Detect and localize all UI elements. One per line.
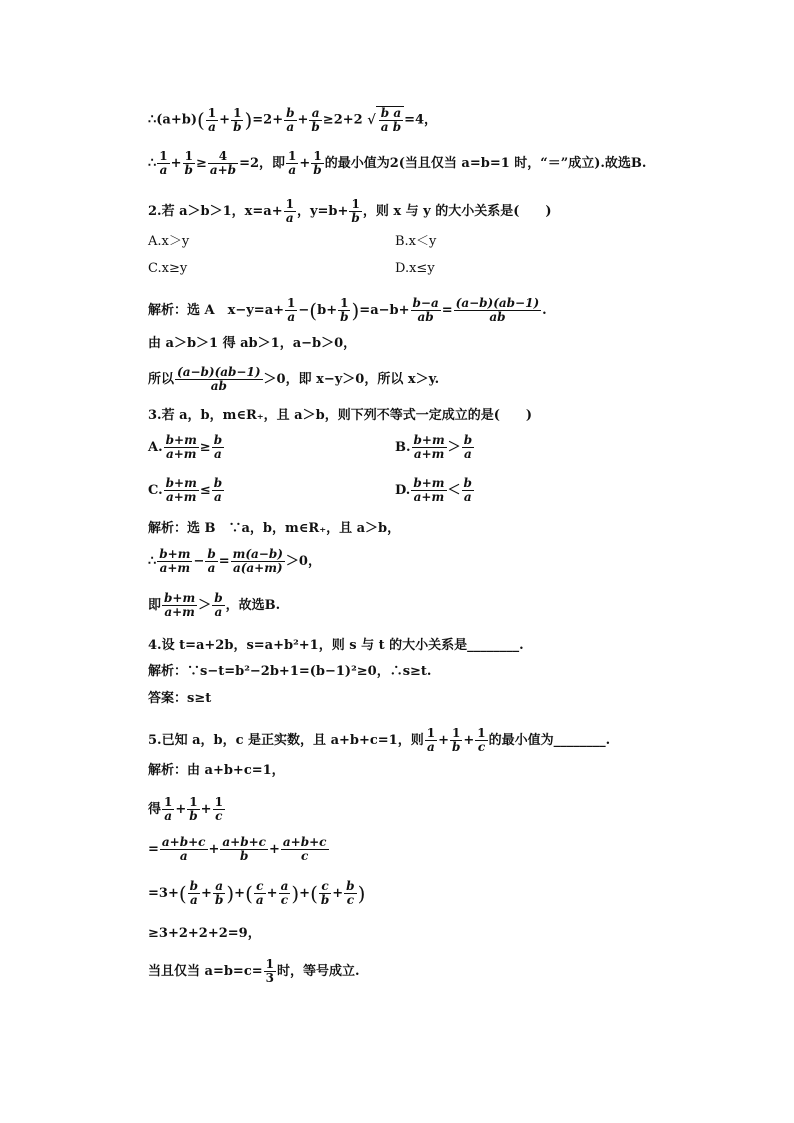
text: =a−b+: [359, 303, 410, 318]
paren: ): [226, 881, 235, 906]
denominator: b: [189, 809, 198, 823]
fraction: [164, 477, 199, 504]
text: 3.若 a，b，m∈R₊，且 a＞b，则下列不等式一定成立的是( ): [148, 408, 532, 423]
text: +: [170, 156, 182, 171]
denominator: a b: [380, 120, 402, 134]
text: ∴: [148, 156, 157, 171]
numerator: 1: [287, 296, 296, 310]
text: D.x≤y: [395, 261, 435, 276]
fraction: [311, 150, 323, 177]
text: =2，即: [239, 156, 286, 171]
denominator: a: [288, 163, 297, 177]
fraction: [285, 297, 297, 324]
numerator: b+m: [164, 591, 196, 605]
fraction: [162, 796, 174, 823]
denominator: a: [214, 605, 223, 619]
denominator: a+m: [164, 605, 195, 619]
fraction: [220, 836, 268, 863]
denominator: ab: [489, 310, 506, 324]
option-d: [395, 477, 475, 504]
denominator: 3: [265, 971, 274, 985]
text: =: [148, 842, 159, 857]
numerator: 1: [311, 150, 323, 164]
text: ≥: [195, 156, 207, 171]
numerator: b+m: [413, 476, 445, 490]
option-a: [148, 234, 189, 250]
numerator: a+b+c: [161, 835, 206, 849]
text: +: [266, 886, 278, 901]
numerator: b: [463, 433, 473, 447]
text: −: [298, 303, 310, 318]
fraction: [411, 297, 441, 324]
text: +: [299, 886, 311, 901]
text: ∴(a+b): [148, 112, 197, 128]
fraction: [160, 836, 208, 863]
paren: (: [196, 108, 205, 132]
denominator: b: [240, 849, 249, 863]
text: 所以: [148, 372, 175, 387]
text: ＞: [447, 440, 461, 455]
denominator: a: [255, 893, 264, 907]
fraction: [162, 592, 197, 619]
solution-3-line-2: [148, 548, 321, 575]
fraction: [231, 548, 285, 575]
fraction: [188, 880, 200, 907]
fraction: [157, 150, 169, 177]
denominator: a(a+m): [232, 561, 283, 575]
text: ＞0，即 x−y＞0，所以 x＞y.: [263, 372, 440, 387]
denominator: a: [286, 119, 295, 134]
numerator: (a−b)(ab−1): [177, 365, 261, 379]
text: +: [299, 156, 311, 171]
denominator: a: [189, 893, 198, 907]
text: =: [441, 303, 453, 318]
denominator: a: [207, 561, 216, 575]
denominator: a: [213, 447, 222, 461]
fraction: [412, 434, 447, 461]
text: ，y=b+: [296, 204, 349, 219]
fraction: [206, 107, 218, 134]
fraction: [212, 434, 224, 461]
option-c: [148, 261, 187, 277]
numerator: 1: [231, 107, 243, 121]
denominator: a+m: [165, 447, 197, 461]
option-b: [395, 434, 475, 461]
denominator: b: [452, 740, 461, 754]
denominator: a+m: [165, 490, 197, 504]
fraction: [379, 107, 403, 134]
fraction: [281, 836, 329, 863]
text: 的最小值为________.: [488, 733, 611, 748]
numerator: 1: [164, 795, 173, 809]
denominator: a: [179, 849, 188, 863]
text: =: [218, 554, 230, 569]
fraction: [475, 727, 487, 754]
fraction: [344, 880, 356, 907]
text: C.x≥y: [148, 261, 188, 276]
numerator: a: [309, 107, 321, 121]
text: A.: [148, 440, 163, 455]
denominator: b: [340, 310, 349, 324]
numerator: b: [189, 879, 199, 893]
text: ∴: [148, 554, 157, 569]
numerator: b: [213, 433, 223, 447]
text: ≥2+2: [322, 112, 363, 128]
denominator: b: [313, 163, 322, 177]
fraction: [164, 434, 199, 461]
solution-line-2: [148, 150, 646, 177]
solution-2-line-3: [148, 366, 439, 393]
fraction: [338, 297, 350, 324]
text: =2+: [252, 112, 284, 128]
option-b: [395, 234, 436, 250]
fraction: [454, 297, 542, 324]
denominator: b: [233, 119, 242, 134]
denominator: a: [285, 211, 294, 225]
fraction: [208, 150, 238, 177]
paren: (: [178, 881, 187, 906]
solution-5-line-3: [148, 836, 330, 863]
denominator: a: [463, 447, 472, 461]
text: ≥3+2+2+2=9，: [148, 926, 261, 941]
fraction: [264, 958, 276, 985]
fraction: [309, 107, 321, 134]
text: .: [542, 303, 547, 318]
numerator: 1: [285, 197, 294, 211]
text: +: [438, 733, 449, 748]
fraction: [349, 198, 361, 225]
denominator: a+m: [413, 490, 445, 504]
text: +: [201, 886, 212, 901]
solution-2-line-2: [148, 336, 356, 352]
solution-4: [148, 664, 431, 680]
paren: ): [244, 108, 253, 132]
denominator: b: [311, 119, 320, 134]
fraction: [212, 592, 224, 619]
paren: ): [357, 881, 366, 906]
numerator: 1: [426, 726, 436, 740]
denominator: c: [215, 809, 223, 823]
numerator: 1: [450, 727, 462, 741]
numerator: 1: [159, 149, 168, 163]
text: ＞: [198, 598, 212, 613]
solution-5-line-5: [148, 926, 261, 942]
text: 当且仅当 a=b=c=: [148, 964, 263, 979]
question-4: [148, 638, 524, 654]
solution-line-1: ∴(a+b)( $\frac{1}{a}$ + $\frac{1}{b}$ )=2+ $\frac{b}{a}$ + $\frac{a}{b}$ ≥2+2 √ $\frac{\text{b a}}{\text{a b}}$ =4，: [148, 105, 438, 134]
text: ＞0，: [285, 554, 321, 569]
solution-3-line-3: [148, 592, 280, 619]
fraction: [175, 366, 263, 393]
text: 得: [148, 802, 162, 817]
numerator: b+m: [165, 476, 197, 490]
option-d: [395, 261, 435, 277]
numerator: b: [214, 591, 223, 605]
text: 时，等号成立.: [277, 964, 360, 979]
numerator: 4: [208, 150, 238, 164]
text: 2.若 a＞b＞1，x=a+: [148, 204, 283, 219]
text: 即: [148, 598, 162, 613]
denominator: a: [164, 809, 173, 823]
text: ，故选B.: [225, 598, 281, 613]
denominator: a+b: [209, 163, 237, 177]
fraction: [183, 150, 195, 177]
numerator: b: [207, 547, 216, 561]
denominator: a: [287, 310, 296, 324]
numerator: 1: [477, 726, 486, 740]
fraction: [284, 198, 296, 225]
question-5: [148, 727, 610, 754]
numerator: 1: [288, 149, 297, 163]
denominator: c: [477, 740, 486, 754]
text: A.x＞y: [148, 234, 190, 249]
fraction: [462, 477, 474, 504]
solution-3-line-1: [148, 521, 400, 537]
text: B.x＜y: [395, 234, 437, 249]
numerator: b−a: [412, 296, 439, 310]
denominator: a: [463, 490, 472, 504]
denominator: a: [208, 119, 216, 134]
fraction: [284, 107, 296, 134]
fraction: [213, 796, 225, 823]
numerator: 1: [338, 297, 350, 311]
fraction: [411, 477, 446, 504]
denominator: a: [427, 740, 435, 754]
numerator: 1: [183, 150, 195, 164]
question-3: [148, 408, 532, 424]
text: D.: [395, 483, 411, 498]
numerator: b: [463, 476, 472, 490]
numerator: (a−b)(ab−1): [455, 296, 540, 310]
text: 5.已知 a，b，c 是正实数，且 a+b+c=1，则: [148, 733, 424, 748]
fraction: [319, 880, 331, 907]
text: 由 a＞b＞1 得 ab＞1，a−b＞0，: [148, 336, 357, 351]
numerator: b a: [380, 106, 402, 120]
fraction: [231, 107, 243, 134]
solution-5-line-4: [148, 880, 365, 907]
fraction: [462, 434, 474, 461]
paren: (: [309, 298, 318, 323]
numerator: 1: [207, 105, 217, 120]
question-2: [148, 198, 552, 225]
denominator: a: [159, 163, 168, 177]
denominator: c: [346, 893, 355, 907]
fraction: [254, 880, 266, 907]
text: ＜: [447, 483, 461, 498]
denominator: b: [214, 893, 224, 907]
text: 4.设 t=a+2b，s=a+b²+1，则 s 与 t 的大小关系是________.: [148, 638, 524, 653]
square-root: √ $\frac{\text{b a}}{\text{a b}}$: [367, 106, 404, 134]
text: +: [208, 842, 220, 857]
text: 答案：s≥t: [148, 691, 212, 706]
fraction: [157, 548, 192, 575]
denominator: c: [280, 893, 289, 907]
denominator: a+m: [159, 561, 191, 575]
paren: (: [310, 881, 318, 906]
text: +: [269, 842, 280, 857]
denominator: c: [301, 849, 309, 863]
numerator: 1: [265, 957, 274, 971]
text: ≥: [199, 440, 211, 455]
text: +: [463, 733, 475, 748]
paren: (: [245, 881, 253, 906]
text: ，则 x 与 y 的大小关系是( ): [362, 204, 552, 219]
text: +: [332, 886, 344, 901]
numerator: 1: [349, 198, 361, 212]
numerator: 1: [187, 796, 199, 810]
numerator: a+b+c: [222, 835, 266, 849]
solution-5-line-6: [148, 958, 360, 985]
numerator: b: [286, 105, 295, 120]
fraction: [213, 880, 225, 907]
denominator: b: [320, 893, 330, 907]
option-a: [148, 434, 225, 461]
text: =4，: [404, 112, 438, 128]
numerator: 1: [214, 795, 223, 809]
text: 解析：由 a+b+c=1，: [148, 763, 285, 778]
text: 解析：选 A x−y=a+: [148, 303, 285, 318]
text: B.: [395, 440, 411, 455]
text: 的最小值为2(当且仅当 a=b=1 时，“＝”成立).故选B.: [324, 156, 647, 171]
fraction: [286, 150, 298, 177]
numerator: b+m: [413, 433, 445, 447]
numerator: a: [213, 880, 225, 894]
solution-2-line-1: 解析：选 A x−y=a+ $\frac{1}{a}$ −(b+ $\frac{1}{b}$ )=a−b+ $\frac{b-a}{ab}$ = $\frac{(a-b)(ab-1)}{ab}$ .: [148, 296, 547, 324]
denominator: a+m: [413, 447, 445, 461]
denominator: ab: [210, 379, 227, 393]
text: =3+: [148, 886, 179, 901]
numerator: c: [319, 880, 331, 894]
text: 解析：选 B ∵a，b，m∈R₊，且 a＞b，: [148, 521, 401, 536]
numerator: a: [280, 879, 289, 893]
text: C.: [148, 483, 163, 498]
denominator: b: [184, 163, 193, 177]
paren: ): [351, 298, 360, 323]
numerator: m(a−b): [232, 547, 283, 561]
text: +: [175, 802, 187, 817]
denominator: ab: [417, 310, 434, 324]
fraction: [205, 548, 217, 575]
text: +: [200, 802, 212, 817]
option-c: [148, 477, 225, 504]
answer-4: [148, 691, 211, 707]
text: +: [297, 112, 309, 128]
fraction: [212, 477, 224, 504]
denominator: a: [214, 490, 222, 504]
text: −: [193, 554, 205, 569]
numerator: b+m: [159, 547, 191, 561]
numerator: a+b+c: [282, 835, 327, 849]
text: ≤: [199, 483, 211, 498]
fraction: [450, 727, 462, 754]
solution-5-line-2: [148, 796, 226, 823]
solution-5-line-1: [148, 763, 285, 779]
fraction: [425, 727, 437, 754]
paren: ): [291, 881, 300, 906]
numerator: b: [346, 879, 355, 893]
text: +: [234, 886, 246, 901]
numerator: c: [254, 880, 266, 894]
fraction: [187, 796, 199, 823]
numerator: b: [213, 476, 223, 490]
fraction: [279, 880, 291, 907]
text: 解析：∵s−t=b²−2b+1=(b−1)²≥0，∴s≥t.: [148, 664, 432, 679]
denominator: b: [351, 211, 360, 225]
numerator: b+m: [165, 433, 197, 447]
